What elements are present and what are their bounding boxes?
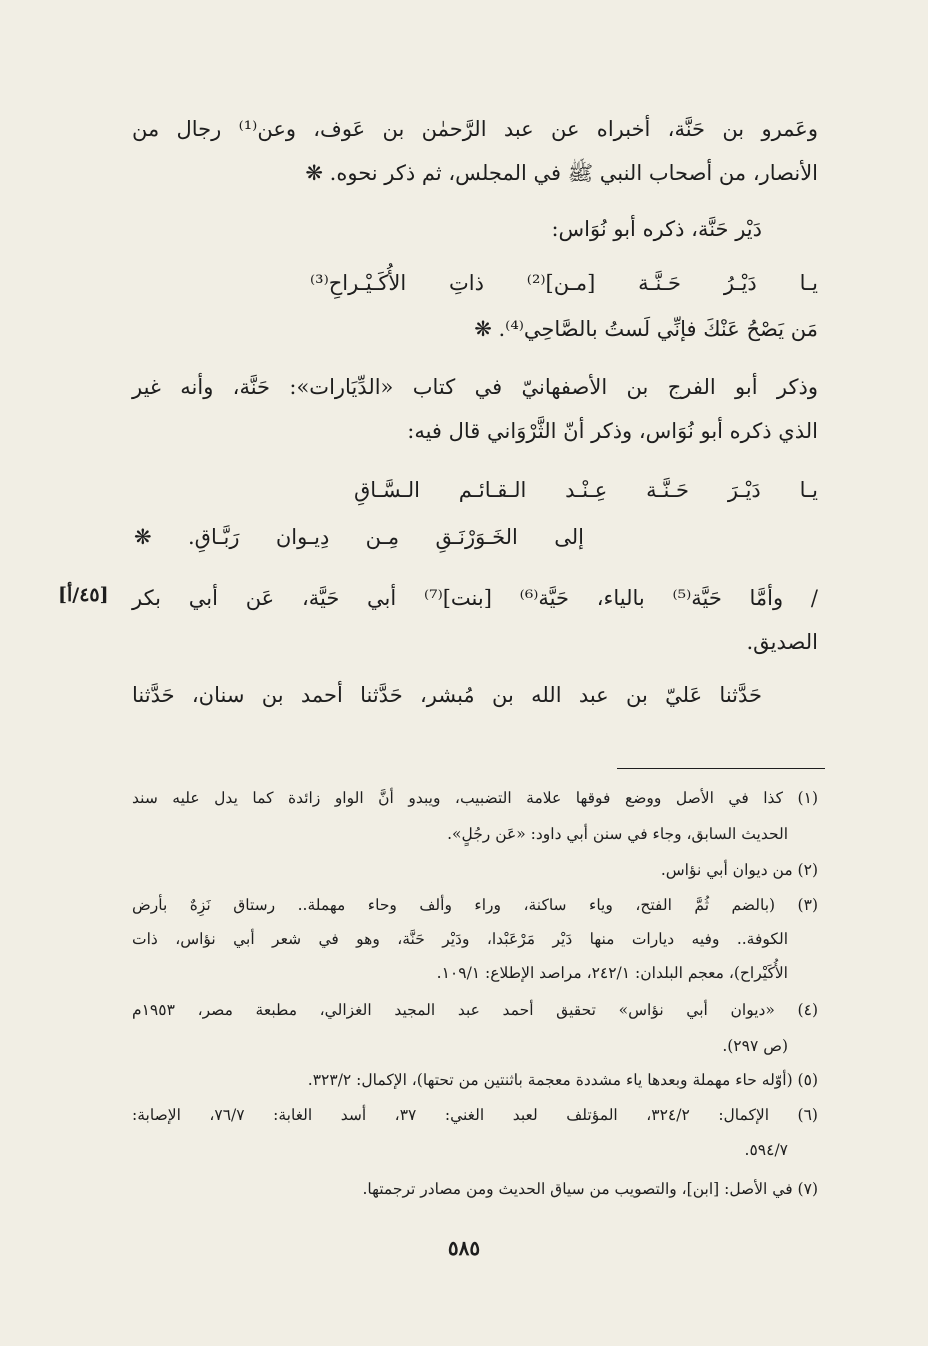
footnote-line-9: (٥) (أوّله حاء مهملة وبعدها ياء مشددة معجمة باثنتين من تحتها)، الإكمال: ٣٢٣/٢. [307, 1071, 818, 1089]
footnote-line-5: الكوفة.. وفيه ديارات منها دَيْر مَرْعَبْدا، ودَيْر حَنَّة، وهو في شعر أبي نؤاس، ذات [132, 930, 788, 948]
footnote-line-10: (٦) الإكمال: ٣٢٤/٢، المؤتلف لعبد الغني: ٣٧، أسد الغابة: ٧٦/٧، الإصابة: [132, 1106, 818, 1124]
footnote-line-11: ٥٩٤/٧. [744, 1141, 788, 1159]
body-line-2: الأنصار، من أصحاب النبي ﷺ في المجلس، ثم ذكر نحوه. ❋ [305, 161, 818, 185]
footnote-line-7: (٤) «ديوان أبي نؤاس» تحقيق أحمد عبد المجيد الغزالي، مطبعة مصر، ١٩٥٣م [132, 1001, 818, 1019]
folio-marker: [٤٥/أ] [58, 584, 109, 606]
footnote-line-4: (٣) (بالضم ثُمَّ الفتح، وياء ساكنة، وراء وألف وحاء مهملة.. رستاق نَزِهٌ بأرض [132, 896, 818, 914]
footnote-line-3: (٢) من ديوان أبي نؤاس. [660, 861, 818, 879]
footnote-separator [617, 768, 825, 769]
body-line-8: حَدَّثنا عَليّ بن عبد الله بن مُبشر، حَدَّثنا أحمد بن سنان، حَدَّثنا [132, 683, 763, 707]
footnote-line-2: الحديث السابق، وجاء في سنن أبي داود: «عَن رجُلٍ». [447, 825, 788, 843]
body-line-5: الذي ذكره أبو نُوَاس، وذكر أنّ الثَّرْوَاني قال فيه: [407, 419, 818, 443]
footnote-line-12: (٧) في الأصل: [ابن]، والتصويب من سياق الحديث ومن مصادر ترجمتها. [362, 1180, 818, 1198]
body-line-1: وعَمرو بن حَنَّة، أخبراه عن عبد الرَّحمٰن بن عَوف، وعن⁽¹⁾ رجال من [132, 117, 818, 141]
body-line-7: الصديق. [746, 630, 818, 654]
body-line-6: / وأمَّا حَيَّة⁽⁵⁾ بالياء، حَيَّة⁽⁶⁾ [بنت]⁽⁷⁾ أبي حَيَّة، عَن أبي بكر [132, 586, 818, 610]
poem-line-3: يـا دَيْـرَ حَـنَّـة عِـنْـد الـقـائـم الـسَّـاقِ [354, 478, 818, 502]
footnote-line-6: الأُكَيْراح)، معجم البلدان: ٢٤٢/١، مراصد الإطلاع: ١٠٩/١. [436, 964, 788, 982]
body-line-4: وذكر أبو الفرج بن الأصفهانيّ في كتاب «الدِّيَارات»: حَنَّة، وأنه غير [132, 375, 818, 399]
body-line-3: دَيْر حَنَّة، ذكره أبو نُوَاس: [551, 217, 762, 241]
footnote-line-8: (ص ٢٩٧). [722, 1037, 788, 1055]
page-number: ٥٨٥ [447, 1236, 481, 1260]
poem-line-1: يـا دَيْـرُ حَـنَّـة [مـن]⁽²⁾ ذاتِ الأُكَـيْـراحِ⁽³⁾ [310, 271, 818, 295]
poem-line-2: مَن يَصْحُ عَنْكَ فإنِّي لَستُ بالصَّاحِي⁽⁴⁾. ❋ [474, 317, 818, 341]
footnote-line-1: (١) كذا في الأصل ووضع فوقها علامة التضبيب، ويبدو أنَّ الواو زائدة كما يدل عليه سند [132, 789, 818, 807]
poem-line-4: إلى الخَـوَرْنَـقِ مِـن دِيـوان رَبَّـاقِ. ❋ [134, 525, 584, 549]
